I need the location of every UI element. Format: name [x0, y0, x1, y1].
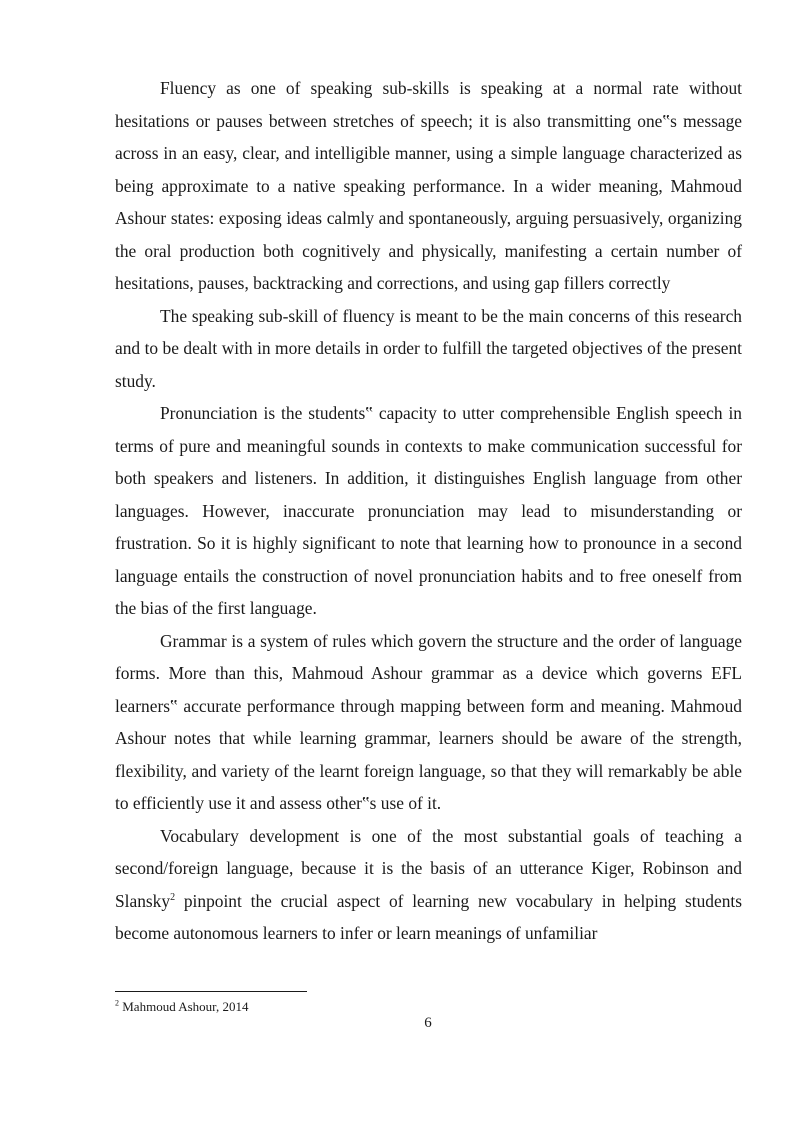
paragraph-fluency-focus: The speaking sub-skill of fluency is meant to be the main concerns of this research and to be dealt with in more details in order to fulfill the targeted objectives of the present study. — [115, 305, 742, 391]
paragraph-grammar: Grammar is a system of rules which govern the structure and the order of language forms. More than this, Mahmoud Ashour grammar as a device which governs EFL learners‟ accurate performance through mapping between form and meaning. Mahmoud Ashour notes that while learning grammar, learners should be aware of the strength, flexibility, and variety of the learnt foreign language, so that they will remarkably be able to efficiently use it and assess other‟s use of it. — [115, 630, 742, 813]
footnote-number: 2 — [115, 998, 119, 1008]
paragraph-vocabulary-text-after: pinpoint the crucial aspect of learning new vocabulary in helping students become autonomous learners to infer or learn meanings of unfamiliar — [115, 890, 742, 943]
body-text — [115, 72, 742, 950]
paragraph-vocabulary-text-before: Vocabulary development is one of the most substantial goals of teaching a second/foreign language, because it is the basis of an utterance Kiger, Robinson and Slansky — [115, 825, 742, 911]
paragraph-vocabulary — [115, 820, 742, 950]
footnote-reference[interactable]: 2 — [170, 891, 176, 903]
footnote-text: Mahmoud Ashour, 2014 — [119, 999, 249, 1014]
paragraph-fluency: Fluency as one of speaking sub-skills is speaking at a normal rate without hesitations or pauses between stretches of speech; it is also transmitting one‟s message across in an easy, clear, and intelligible manner, using a simple language characterized as being approximate to a native speaking performance. In a wider meaning, Mahmoud Ashour states: exposing ideas calmly and spontaneously, arguing persuasively, organizing the oral production both cognitively and physically, manifesting a certain number of hesitations, pauses, backtracking and corrections, and using gap fillers correctly — [115, 78, 742, 293]
page-number: 6 — [424, 1015, 432, 1031]
footnote — [115, 999, 248, 1015]
footnote-separator — [115, 991, 307, 992]
paragraph-pronunciation: Pronunciation is the students‟ capacity to utter comprehensible English speech in terms of pure and meaningful sounds in contexts to make communication successful for both speakers and listeners. In addition, it distinguishes English language from other languages. However, inaccurate pronunciation may lead to misunderstanding or frustration. So it is highly significant to note that learning how to pronounce in a second language entails the construction of novel pronunciation habits and to free oneself from the bias of the first language. — [115, 403, 742, 618]
